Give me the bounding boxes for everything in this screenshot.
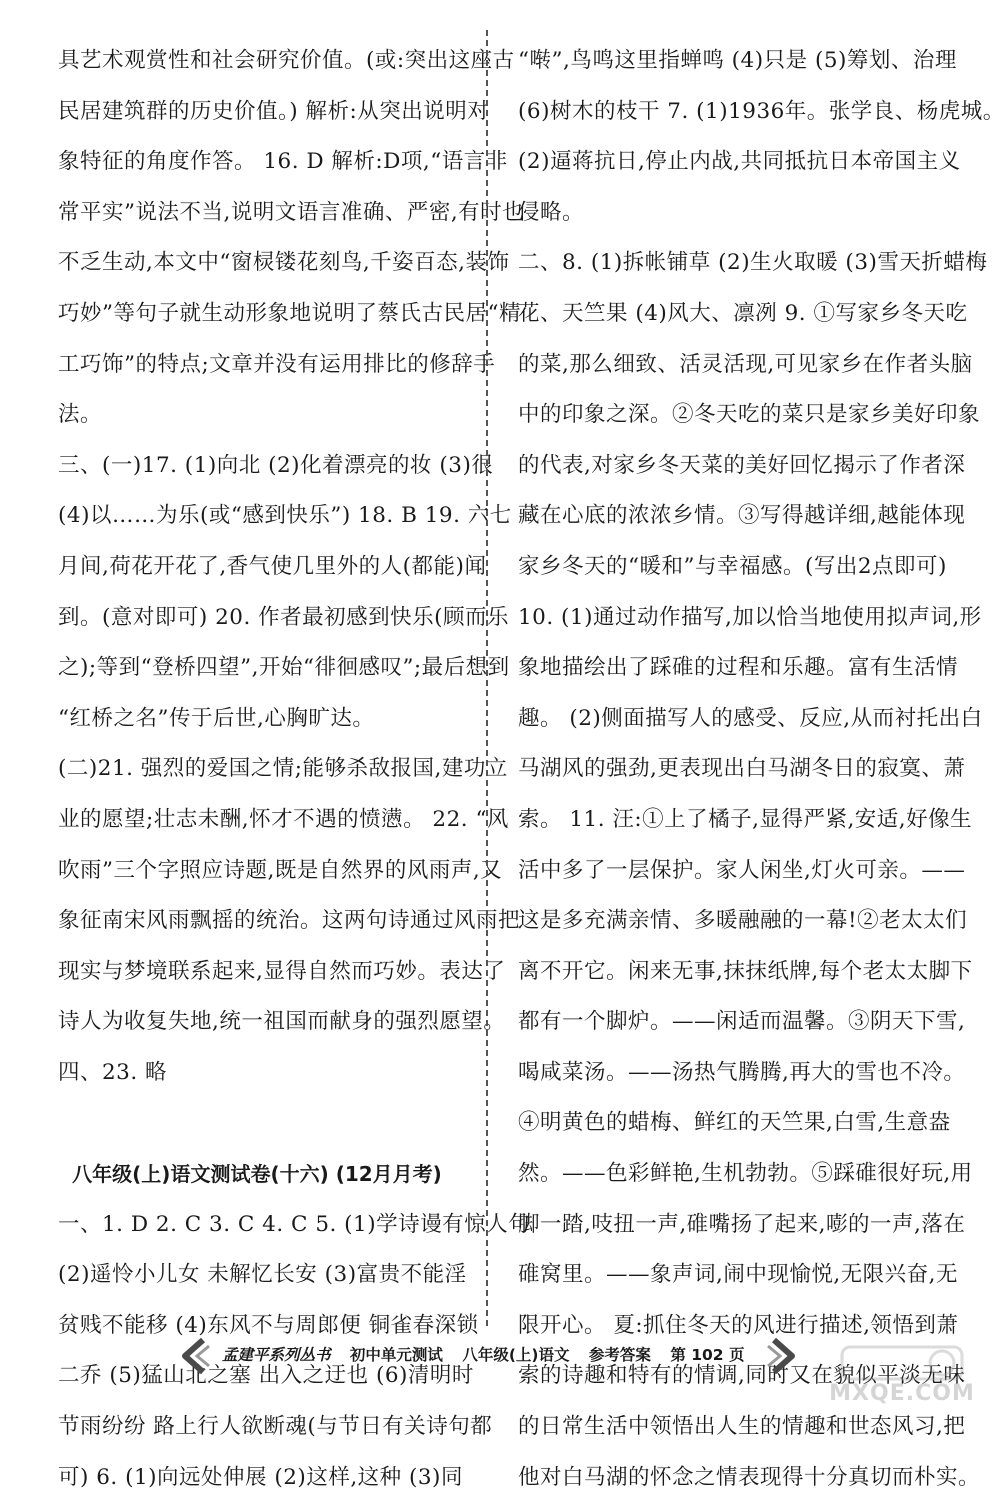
watermark-site: MXQE.COM bbox=[829, 1381, 975, 1406]
right-text-line: ④明黄色的蜡梅、鲜红的天竺果,白雪,生意盎 bbox=[518, 1110, 951, 1136]
right-text-line: 趣。 (2)侧面描写人的感受、反应,从而衬托出白 bbox=[518, 705, 983, 731]
right-text-line: 碓窝里。——象声词,闹中现愉悦,无限兴奋,无 bbox=[518, 1262, 959, 1288]
left-text-line: (二)21. 强烈的爱国之情;能够杀敌报国,建功立 bbox=[58, 756, 508, 782]
watermark-logo-icon bbox=[812, 1345, 992, 1383]
right-text-line: 索的诗趣和特有的情调,同时又在貌似平淡无味 bbox=[518, 1363, 966, 1389]
left-text-line: 节雨纷纷 路上行人欲断魂(与节日有关诗句都 bbox=[58, 1414, 493, 1440]
right-text-line: 这是多充满亲情、多暖融融的一幕!②老太太们 bbox=[518, 908, 968, 934]
right-text-line: 都有一个脚炉。——闲适而温馨。③阴天下雪, bbox=[518, 1009, 966, 1035]
chevron-left-icon bbox=[175, 1336, 215, 1376]
left-text-line: 象特征的角度作答。 16. D 解析:D项,“语言非 bbox=[58, 149, 508, 175]
left-text-line: 贫贱不能移 (4)东风不与周郎便 铜雀春深锁 bbox=[58, 1312, 479, 1338]
right-text-line: 藏在心底的浓浓乡情。③写得越详细,越能体现 bbox=[518, 503, 966, 529]
footer-text bbox=[222, 1340, 762, 1370]
footer-section: 参考答案 bbox=[588, 1346, 651, 1364]
left-text-line: 四、23. 略 bbox=[58, 1059, 168, 1085]
watermark bbox=[812, 1345, 992, 1405]
right-text-line: 的代表,对家乡冬天菜的美好回忆揭示了作者深 bbox=[518, 452, 966, 478]
left-text-line: (4)以……为乐(或“感到快乐”) 18. B 19. 六七 bbox=[58, 503, 512, 529]
left-text-line: 之);等到“登桥四望”,开始“徘徊感叹”;最后想到 bbox=[58, 655, 510, 681]
left-text-line: 常平实”说法不当,说明文语言准确、严密,有时也 bbox=[58, 199, 525, 225]
right-text-line: 10. (1)通过动作描写,加以恰当地使用拟声词,形 bbox=[518, 604, 982, 630]
right-text-line: 索。 11. 汪:①上了橘子,显得严紧,安适,好像生 bbox=[518, 806, 973, 832]
right-text-line: 的菜,那么细致、活灵活现,可见家乡在作者头脑 bbox=[518, 351, 973, 377]
left-text-line: 具艺术观赏性和社会研究价值。(或:突出这座古 bbox=[58, 48, 515, 73]
left-text-line: 吹雨”三个字照应诗题,既是自然界的风雨声,又 bbox=[58, 857, 503, 883]
right-text-line: (6)树木的枝干 7. (1)1936年。张学良、杨虎城。 bbox=[518, 98, 1005, 124]
left-text-line: 月间,荷花开花了,香气使几里外的人(都能)闻 bbox=[58, 553, 487, 579]
left-text-line: 二乔 (5)猛山北之塞 出入之迂也 (6)清明时 bbox=[58, 1363, 474, 1389]
left-text-line: “红桥之名”传于后世,心胸旷达。 bbox=[58, 705, 375, 731]
left-text-line: 民居建筑群的历史价值。) 解析:从突出说明对 bbox=[58, 98, 490, 124]
section-heading: 八年级(上)语文测试卷(十六) (12月月考) bbox=[72, 1162, 442, 1187]
right-text-line: “啭”,鸟鸣这里指蝉鸣 (4)只是 (5)筹划、治理 bbox=[518, 48, 957, 73]
chevron-right-icon bbox=[762, 1336, 802, 1376]
right-text-line: 离不开它。闲来无事,抹抹纸牌,每个老太太脚下 bbox=[518, 958, 973, 984]
right-text-line: 中的印象之深。②冬天吃的菜只是家乡美好印象 bbox=[518, 402, 981, 428]
right-text-line: 花、天竺果 (4)风大、凛冽 9. ①写家乡冬天吃 bbox=[518, 300, 968, 326]
left-text-line: 业的愿望;壮志未酬,怀才不遇的愤懑。 22. “风 bbox=[58, 806, 509, 832]
left-text-line: 三、(一)17. (1)向北 (2)化着漂亮的妆 (3)很 bbox=[58, 452, 494, 478]
right-text-line: 他对白马湖的怀念之情表现得十分真切而朴实。 bbox=[518, 1464, 981, 1490]
footer-page-number: 第 102 页 bbox=[670, 1346, 745, 1364]
footer-series: 孟建平系列丛书 bbox=[222, 1345, 331, 1364]
right-text-line: 脚一踏,吱扭一声,碓嘴扬了起来,嘭的一声,落在 bbox=[518, 1211, 966, 1237]
right-text-line: (2)逼蒋抗日,停止内战,共同抵抗日本帝国主义 bbox=[518, 149, 961, 175]
left-text-line: 不乏生动,本文中“窗棂镂花刻鸟,千姿百态,装饰 bbox=[58, 250, 510, 276]
left-text-line: 现实与梦境联系起来,显得自然而巧妙。表达了 bbox=[58, 958, 506, 984]
right-text-line: 象地描绘出了踩碓的过程和乐趣。富有生活情 bbox=[518, 655, 959, 681]
right-text-line: 然。——色彩鲜艳,生机勃勃。⑤踩碓很好玩,用 bbox=[518, 1161, 973, 1187]
left-text-line: 到。(意对即可) 20. 作者最初感到快乐(顾而乐 bbox=[58, 604, 510, 630]
footer-book: 初中单元测试 bbox=[349, 1346, 443, 1364]
left-text-line: 象征南宋风雨飘摇的统治。这两句诗通过风雨把 bbox=[58, 908, 521, 934]
right-text-line: 二、8. (1)拆帐铺草 (2)生火取暖 (3)雪天折蜡梅 bbox=[518, 250, 988, 276]
left-text-line: (2)遥怜小儿女 未解忆长安 (3)富贵不能淫 bbox=[58, 1262, 467, 1288]
left-text-line: 诗人为收复失地,统一祖国而献身的强烈愿望。 bbox=[58, 1009, 506, 1035]
footer-grade-subject: 八年级(上)语文 bbox=[462, 1346, 570, 1364]
left-text-line: 巧妙”等句子就生动形象地说明了蔡氏古民居“精 bbox=[58, 300, 521, 326]
right-text-line: 限开心。 夏:抓住冬天的风进行描述,领悟到萧 bbox=[518, 1312, 959, 1338]
left-text-line bbox=[58, 1098, 456, 1149]
right-text-line: 活中多了一层保护。家人闲坐,灯火可亲。—— bbox=[518, 857, 966, 883]
right-text-line: 喝咸菜汤。——汤热气腾腾,再大的雪也不冷。 bbox=[518, 1059, 966, 1085]
right-text-line: 马湖风的强劲,更表现出白马湖冬日的寂寞、萧 bbox=[518, 756, 966, 782]
left-text-line: 一、1. D 2. C 3. C 4. C 5. (1)学诗谩有惊人句 bbox=[58, 1211, 531, 1237]
left-text-line: 法。 bbox=[58, 402, 103, 428]
right-text-line: 侵略。 bbox=[518, 199, 585, 225]
right-text-line: 的日常生活中领悟出人生的情趣和世态风习,把 bbox=[518, 1414, 966, 1440]
left-text-line: 可) 6. (1)向远处伸展 (2)这样,这种 (3)同 bbox=[58, 1464, 463, 1490]
column-divider bbox=[486, 30, 488, 1326]
left-text-line: 工巧饰”的特点;文章并没有运用排比的修辞手 bbox=[58, 351, 496, 377]
right-text-line: 家乡冬天的“暖和”与幸福感。(写出2点即可) bbox=[518, 553, 947, 579]
